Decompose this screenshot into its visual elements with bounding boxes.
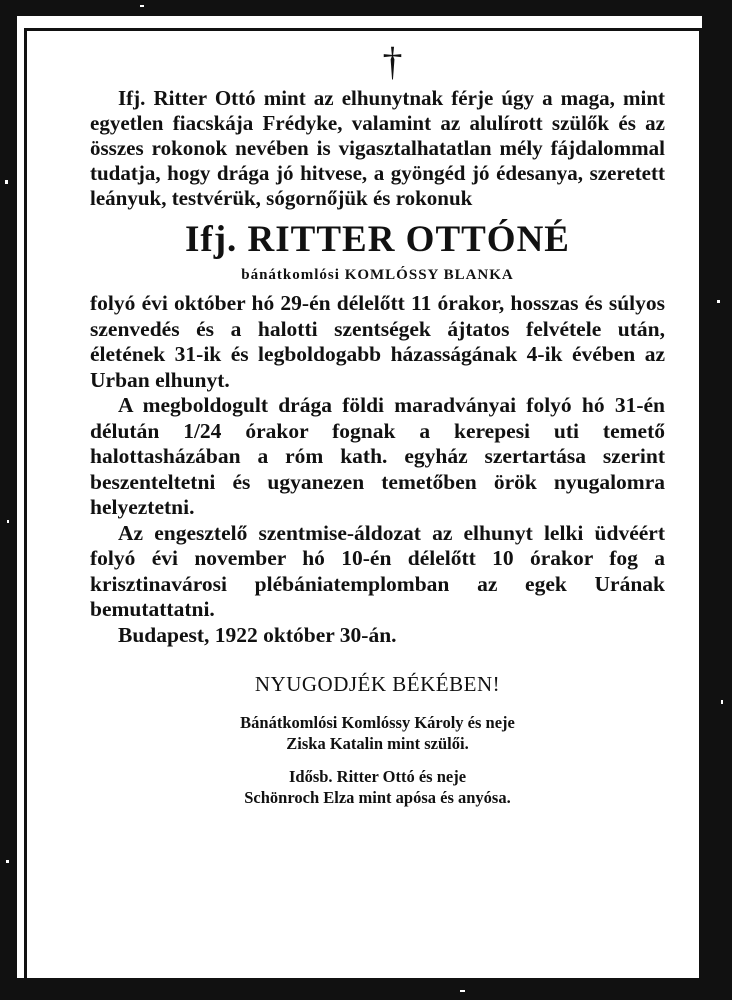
signers-parents-line2: Ziska Katalin mint szülői. bbox=[286, 734, 469, 753]
signers-parents-line1: Bánátkomlósi Komlóssy Károly és neje bbox=[240, 713, 515, 732]
border-speck bbox=[5, 180, 8, 184]
border-left bbox=[0, 0, 17, 1000]
deceased-name: Ifj. RITTER OTTÓNÉ bbox=[185, 219, 570, 260]
intro-paragraph: Ifj. Ritter Ottó mint az elhunytnak férje úgy a maga, mint egyetlen fiacskája Frédyke, valamint az alulírott szülők és az összes rokonok nevében is vigasztalhatatlan mély fájdalommal tudatja, hogy drága jó hitvese, a gyöngéd jó édesanya, szeretett leányuk, testvérük, sógornőjük és rokonuk bbox=[90, 86, 665, 210]
mass-paragraph: Az engesztelő szentmise-áldozat az elhunyt lelki üdvéért folyó évi november hó 10-én délelőtt 10 órakor fog a krisztinavárosi plébániatemplomban az egek Urának bemutattatni. bbox=[90, 520, 665, 621]
border-speck bbox=[721, 700, 723, 704]
maiden-name: bánátkomlósi KOMLÓSSY BLANKA bbox=[241, 267, 514, 283]
obituary-notice bbox=[90, 40, 665, 808]
funeral-paragraph: A megboldogult drága földi maradványai folyó hó 31-én délután 1/24 órakor fognak a kerepesi uti temető halottasházában a róm kath. egyház szertartása szerint beszenteltetni és ugyanezen temetőben örök nyugalomra helyeztetni. bbox=[90, 393, 665, 519]
death-details-paragraph: folyó évi október hó 29-én délelőtt 11 órakor, hosszas és súlyos szenvedés és a halotti szentségek ájtatos felvétele után, életének 31-ik és legboldogabb házasságának 4-ik évében az Urban elhunyt. bbox=[90, 291, 665, 392]
border-speck bbox=[717, 300, 720, 303]
signers-in-laws bbox=[90, 766, 665, 808]
border-speck bbox=[460, 990, 465, 992]
signers-in-laws-line2: Schönroch Elza mint apósa és anyósa. bbox=[244, 788, 511, 807]
border-right bbox=[702, 0, 732, 1000]
border-top bbox=[0, 0, 732, 16]
signers-in-laws-line1: Idősb. Ritter Ottó és neje bbox=[288, 767, 467, 786]
rest-in-peace: NYUGODJÉK BÉKÉBEN! bbox=[254, 672, 501, 696]
cross-icon: † bbox=[382, 39, 403, 84]
signers-parents bbox=[90, 712, 665, 754]
border-speck bbox=[140, 5, 144, 7]
place-date: Budapest, 1922 október 30-án. bbox=[118, 622, 397, 647]
border-speck bbox=[7, 520, 9, 523]
border-speck bbox=[6, 860, 9, 863]
